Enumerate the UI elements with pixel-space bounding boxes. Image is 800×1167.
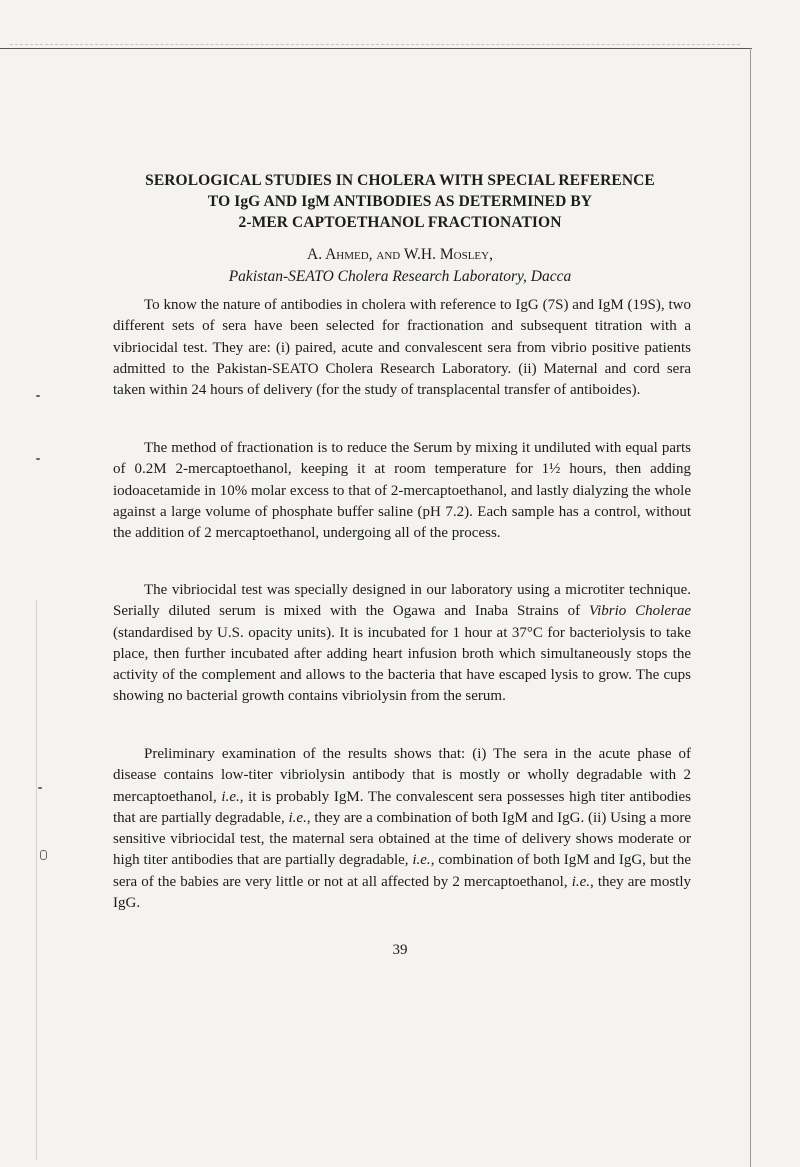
article-title (100, 170, 700, 233)
abbreviation: i.e. (221, 788, 240, 805)
abbreviation: i.e. (412, 852, 431, 869)
paragraph-introduction: To know the nature of antibodies in cholera with reference to IgG (7S) and IgM (19S), two different sets of sera have been selected for fractionation and subsequent titration with a vibriocidal test. They are: (i) paired, acute and convalescent sera from vibrio positive patients admitted to the Pakistan-SEATO Cholera Research Laboratory. (ii) Maternal and cord sera taken within 24 hours of delivery (for the study of transplacental transfer of antiboides). (113, 297, 691, 399)
scan-speck (36, 395, 40, 397)
title-line: SEROLOGICAL STUDIES IN CHOLERA WITH SPECIAL REFERENCE (145, 172, 655, 189)
page-left-edge (36, 600, 37, 1160)
title-line: TO IgG AND IgM ANTIBODIES AS DETERMINED BY (207, 193, 593, 210)
page-number: 39 (392, 942, 408, 958)
text-run: , combination of both IgM and IgG, but the sera of the babies are very little or not at all affected by 2 mercaptoethanol, (113, 852, 691, 890)
paragraph-results (113, 744, 691, 914)
paragraph-method: The method of fractionation is to reduce the Serum by mixing it undiluted with equal parts of 0.2M 2-mercaptoethanol, keeping it at room temperature for 1½ hours, then adding iodoacetamide in 10% molar excess to that of 2-mercaptoethanol, and lastly dialyzing the whole against a large volume of phosphate buffer saline (pH 7.2). Each sample has a control, without the addition of 2 mercaptoethanol, undergoing all of the process. (113, 440, 691, 542)
page-top-edge (0, 48, 752, 49)
text-run: , they are mostly IgG. (113, 873, 691, 912)
scan-speck (40, 850, 47, 860)
text-run: , it is probably IgM. The convalescent sera possesses high titer antibodies that are partially degradable, (113, 788, 691, 826)
title-line: 2-MER CAPTOETHANOL FRACTIONATION (238, 214, 562, 231)
page-right-edge (750, 48, 751, 1167)
text-run: Preliminary examination of the results shows that: (i) The sera in the acute phase of disease contains low-titer vibriolysin antibody that is mostly or wholly degradable with 2 mercaptoethanol, (113, 746, 691, 805)
paragraph-vibriocidal-test (113, 580, 691, 708)
scan-artifact-line (10, 44, 740, 45)
scan-speck (38, 787, 42, 789)
text-run: , they are a combination of both IgM and IgG. (ii) Using a more sensitive vibriocidal test, the maternal sera obtained at the time of delivery shows moderate or high titer antibodies that are partially degradable, (113, 809, 692, 869)
authors: A. Ahmed, and W.H. Mosley, (307, 246, 493, 263)
species-name: Vibrio Cholerae (589, 603, 692, 620)
affiliation: Pakistan-SEATO Cholera Research Laboratory, Dacca (228, 268, 572, 285)
abbreviation: i.e. (288, 809, 307, 826)
scan-speck (36, 458, 40, 460)
author-block (100, 244, 700, 288)
text-run: The vibriocidal test was specially designed in our laboratory using a microtiter technique. Serially diluted serum is mixed with the Ogawa and Inaba Strains of (113, 582, 691, 620)
text-run: (standardised by U.S. opacity units). It is incubated for 1 hour at 37°C for bacteriolysis to take place, then further incubated after adding heart infusion broth which simultaneously stops the activity of the complement and allows to the bacteria that have escaped lysis to grow. The cups showing no bacterial growth contains vibriolysin from the serum. (113, 624, 691, 705)
abbreviation: i.e. (571, 873, 591, 890)
